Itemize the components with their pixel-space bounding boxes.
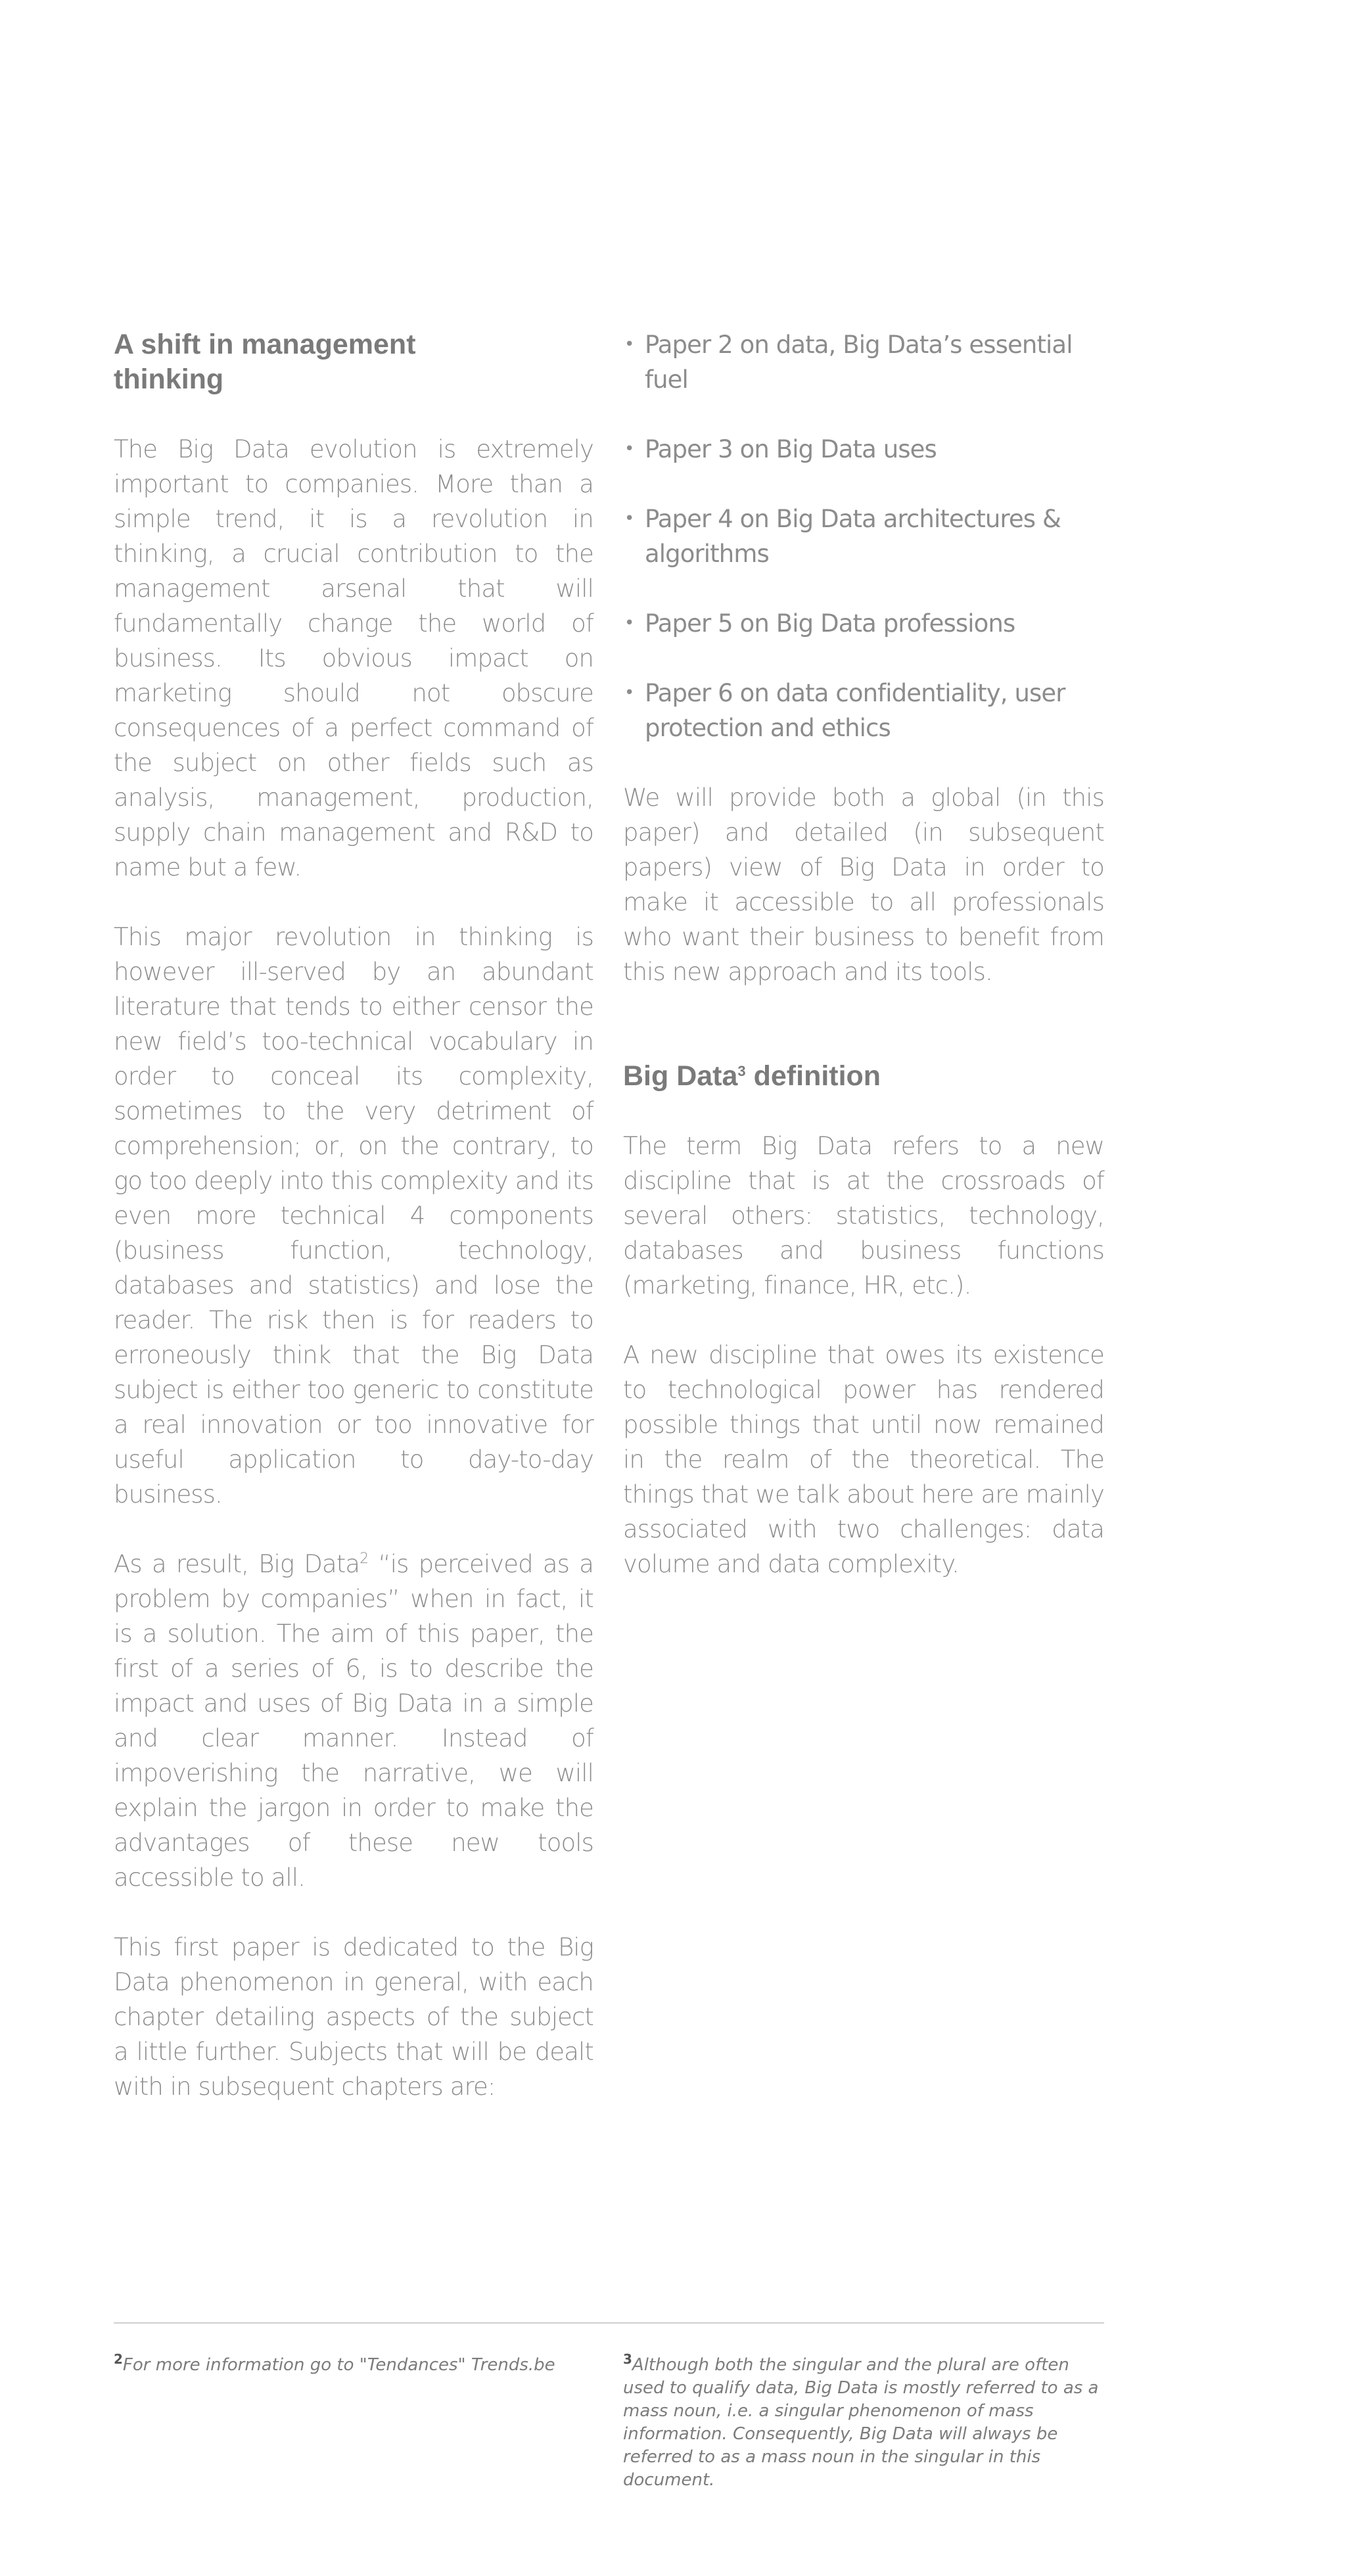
paragraph: This first paper is dedicated to the Big Data phenomenon in general, with each chapter detailing aspects of the subject a little further. Subjects that will be dealt with in subsequent chapters are: <box>114 1933 593 2101</box>
bullet-icon: • <box>624 439 634 459</box>
footnote-2 <box>114 2348 574 2377</box>
section-heading-management-shift: A shift in management thinking <box>114 329 416 395</box>
bullet-icon: • <box>624 509 634 528</box>
bullet-icon: • <box>624 613 634 633</box>
list-item: • Paper 2 on data, Big Data’s essential fuel <box>623 327 1104 397</box>
paragraph-text-start: As a result, Big Data <box>114 1550 360 1578</box>
footnote-reference-3[interactable]: 3 <box>737 1063 746 1079</box>
footnote-text: For more information go to "Tendances" Trends.be <box>122 2355 555 2375</box>
paragraph: The term Big Data refers to a new discipline that is at the crossroads of several others: statistics, technology, databases and business functions (marketing, finance, HR, etc.). <box>623 1132 1104 1300</box>
bullet-icon: • <box>624 683 634 703</box>
footnote-divider <box>114 2322 1104 2324</box>
paragraph: This major revolution in thinking is however ill-served by an abundant literature that tends to either censor the new field’s too-technical vocabulary in order to conceal its complexity, sometimes to the very detriment of comprehension; or, on the contrary, to go too deeply into this complexity and its even more technical 4 components (business function, technology, databases and statistics) and lose the reader. The risk then is for readers to erroneously think that the Big Data subject is either too generic to constitute a real innovation or too innovative for useful application to day-to-day business. <box>114 923 593 1509</box>
paragraph-text-rest: “is perceived as a problem by companies” when in fact, it is a solution. The aim of this paper, the first of a series of 6, is to describe the impact and uses of Big Data in a simple and clear manner. Instead of impoverishing the narrative, we will explain the jargon in order to make the advantages of these new tools accessible to all. <box>114 1550 593 1892</box>
paragraph: We will provide both a global (in this paper) and detailed (in subsequent papers) view of Big Data in order to make it accessible to all professionals who want their business to benefit from this new approach and its tools. <box>623 784 1104 986</box>
subsequent-papers-list <box>623 327 1104 745</box>
paragraph: A new discipline that owes its existence to technological power has rendered possible things that until now remained in the realm of the theoretical. The things that we talk about here are mainly associated with two challenges: data volume and data complexity. <box>623 1341 1104 1578</box>
footnote-number: 3 <box>623 2351 632 2367</box>
paragraph: The Big Data evolution is extremely important to companies. More than a simple trend, it is a revolution in thinking, a crucial contribution to the management arsenal that will fundamentally change the world of business. Its obvious impact on marketing should not obscure consequences of a perfect command of the subject on other fields such as analysis, management, production, supply chain management and R&D to name but a few. <box>114 435 593 881</box>
list-item: • Paper 4 on Big Data architectures & algorithms <box>623 502 1104 571</box>
section-heading-definition: Big Data$^3$ definition <box>623 1060 881 1092</box>
right-column <box>623 327 1104 1581</box>
paragraph-with-footnote-ref <box>114 1547 593 1895</box>
left-column <box>114 327 593 2104</box>
list-item: • Paper 3 on Big Data uses <box>623 432 1104 467</box>
footnote-reference-2[interactable]: 2 <box>360 1551 369 1567</box>
bullet-icon: • <box>624 335 634 354</box>
list-item: • Paper 6 on data confidentiality, user protection and ethics <box>623 676 1104 745</box>
footnote-number: 2 <box>114 2351 123 2367</box>
list-item: • Paper 5 on Big Data professions <box>623 606 1104 641</box>
footnote-3 <box>623 2348 1104 2492</box>
footnote-text: Although both the singular and the plural are often used to qualify data, Big Data is mostly referred to as a mass noun, i.e. a singular phenomenon of mass information. Consequently, Big Data will always be referred to as a mass noun in the singular in this document. <box>623 2355 1099 2490</box>
